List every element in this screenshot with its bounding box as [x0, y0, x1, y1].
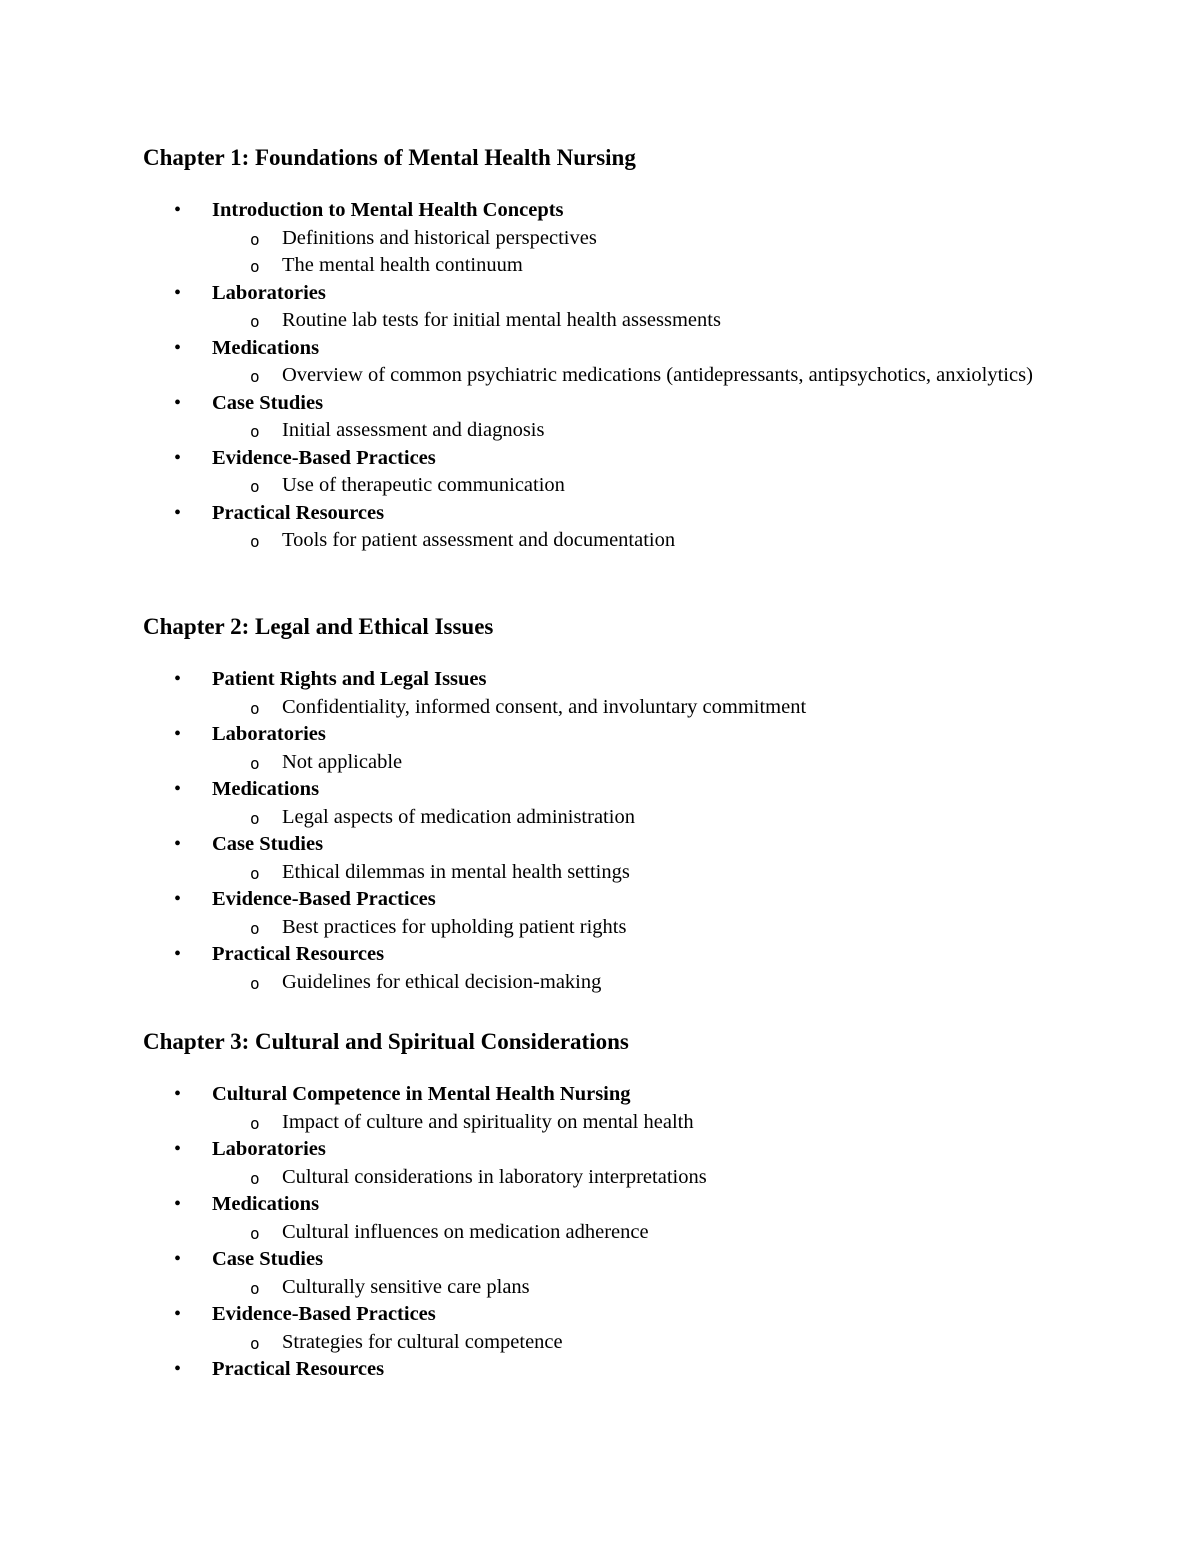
sub-item-text: The mental health continuum: [282, 254, 523, 276]
circle-bullet-icon: o: [250, 477, 260, 496]
sub-list: [212, 1219, 1063, 1247]
bullet-icon: •: [174, 1083, 182, 1105]
bullet-icon: •: [174, 281, 182, 304]
sub-item-text: Not applicable: [282, 750, 403, 773]
topic-label: Practical Resources: [212, 501, 385, 524]
bullet-icon: •: [174, 888, 182, 910]
sub-item-text: Strategies for cultural competence: [282, 1330, 563, 1353]
sub-list: [212, 307, 1063, 335]
sub-list: [212, 362, 1063, 390]
sub-item-text: Culturally sensitive care plans: [282, 1275, 530, 1298]
sub-item-text: Ethical dilemmas in mental health settings: [282, 860, 630, 883]
topic-item: [143, 721, 1063, 776]
topic-item: [143, 335, 1063, 390]
sub-item: [212, 804, 1063, 832]
topic-item: [143, 1246, 1063, 1301]
bullet-icon: •: [174, 391, 182, 414]
circle-bullet-icon: o: [250, 808, 260, 828]
topic-item: [143, 886, 1063, 941]
circle-bullet-icon: o: [250, 1113, 260, 1133]
sub-list: [212, 225, 1063, 280]
chapter-2: [143, 611, 1063, 996]
circle-bullet-icon: o: [250, 1223, 260, 1243]
sub-list: [212, 1164, 1063, 1192]
sub-list: [212, 969, 1063, 997]
sub-list: [212, 749, 1063, 777]
circle-bullet-icon: o: [250, 422, 260, 441]
sub-item: [212, 527, 1063, 555]
topic-label: Cultural Competence in Mental Health Nursing: [212, 1083, 631, 1105]
topic-label: Introduction to Mental Health Concepts: [212, 199, 564, 221]
sub-list: [212, 1329, 1063, 1357]
topic-item: [143, 445, 1063, 500]
sub-item: [212, 694, 1063, 722]
topic-item: [143, 1356, 1063, 1384]
topic-label: Practical Resources: [212, 943, 385, 965]
sub-list: [212, 804, 1063, 832]
sub-item: [212, 859, 1063, 887]
topic-item: [143, 280, 1063, 335]
topic-item: [143, 1191, 1063, 1246]
sub-item-text: Best practices for upholding patient rights: [282, 915, 627, 938]
topic-list: [143, 197, 1063, 555]
circle-bullet-icon: o: [250, 312, 260, 331]
sub-item: [212, 749, 1063, 777]
sub-item-text: Tools for patient assessment and documentation: [282, 529, 676, 551]
circle-bullet-icon: o: [250, 532, 260, 551]
sub-item-text: Impact of culture and spirituality on mental health: [282, 1110, 694, 1133]
circle-bullet-icon: o: [250, 1278, 260, 1298]
topic-label: Laboratories: [212, 281, 326, 304]
sub-list: [212, 914, 1063, 942]
sub-item: [212, 1164, 1063, 1192]
topic-label: Laboratories: [212, 723, 326, 745]
sub-item-text: Cultural considerations in laboratory interpretations: [282, 1165, 707, 1188]
sub-item: [212, 417, 1063, 445]
sub-item-text: Legal aspects of medication administration: [282, 805, 635, 828]
sub-list: [212, 694, 1063, 722]
topic-label: Patient Rights and Legal Issues: [212, 668, 487, 690]
topic-label: Evidence-Based Practices: [212, 888, 436, 910]
topic-label: Case Studies: [212, 1248, 324, 1270]
sub-item-text: Definitions and historical perspectives: [282, 226, 597, 249]
sub-list: [212, 859, 1063, 887]
sub-item: [212, 362, 1063, 390]
chapter-title: Chapter 2: Legal and Ethical Issues: [143, 614, 494, 639]
circle-bullet-icon: o: [250, 863, 260, 883]
sub-list: [212, 1274, 1063, 1302]
sub-item-text: Overview of common psychiatric medications (antidepressants, antipsychotics, anxiolytics): [282, 364, 1033, 386]
topic-label: Case Studies: [212, 833, 324, 855]
chapter-title: Chapter 1: Foundations of Mental Health Nursing: [143, 145, 636, 170]
sub-item: [212, 969, 1063, 997]
chapter-3: [143, 1026, 1063, 1384]
bullet-icon: •: [174, 446, 182, 469]
sub-item-text: Guidelines for ethical decision-making: [282, 970, 602, 993]
bullet-icon: •: [174, 501, 182, 524]
topic-list: [143, 666, 1063, 996]
topic-item: [143, 500, 1063, 555]
sub-list: [212, 527, 1063, 555]
sub-item-text: Confidentiality, informed consent, and involuntary commitment: [282, 695, 807, 718]
bullet-icon: •: [174, 778, 182, 800]
topic-label: Case Studies: [212, 391, 324, 414]
circle-bullet-icon: o: [250, 1168, 260, 1188]
bullet-icon: •: [174, 336, 182, 359]
sub-item: [212, 252, 1063, 280]
sub-item: [212, 225, 1063, 253]
topic-item: [143, 666, 1063, 721]
bullet-icon: •: [174, 668, 182, 690]
circle-bullet-icon: o: [250, 698, 260, 718]
bullet-icon: •: [174, 1358, 182, 1380]
topic-item: [143, 776, 1063, 831]
topic-label: Medications: [212, 1193, 320, 1215]
topic-item: [143, 1136, 1063, 1191]
sub-item-text: Use of therapeutic communication: [282, 474, 565, 496]
topic-label: Medications: [212, 336, 320, 359]
topic-item: [143, 390, 1063, 445]
topic-label: Practical Resources: [212, 1358, 385, 1380]
circle-bullet-icon: o: [250, 1333, 260, 1353]
chapter-1: [143, 142, 1063, 555]
bullet-icon: •: [174, 1138, 182, 1160]
sub-item: [212, 1329, 1063, 1357]
circle-bullet-icon: o: [250, 229, 260, 249]
bullet-icon: •: [174, 1303, 182, 1325]
topic-item: [143, 197, 1063, 280]
topic-item: [143, 1301, 1063, 1356]
sub-list: [212, 417, 1063, 445]
sub-item-text: Cultural influences on medication adherence: [282, 1220, 649, 1243]
circle-bullet-icon: o: [250, 973, 260, 993]
bullet-icon: •: [174, 723, 182, 745]
circle-bullet-icon: o: [250, 257, 260, 276]
topic-label: Evidence-Based Practices: [212, 446, 436, 469]
sub-item: [212, 472, 1063, 500]
chapter-title: Chapter 3: Cultural and Spiritual Considerations: [143, 1029, 629, 1054]
bullet-icon: •: [174, 1193, 182, 1215]
topic-item: [143, 831, 1063, 886]
topic-label: Medications: [212, 778, 320, 800]
circle-bullet-icon: o: [250, 918, 260, 938]
topic-label: Laboratories: [212, 1138, 326, 1160]
sub-item: [212, 914, 1063, 942]
circle-bullet-icon: o: [250, 753, 260, 773]
bullet-icon: •: [174, 833, 182, 855]
bullet-icon: •: [174, 943, 182, 965]
sub-item-text: Initial assessment and diagnosis: [282, 419, 545, 441]
topic-item: [143, 1081, 1063, 1136]
circle-bullet-icon: o: [250, 367, 260, 386]
sub-list: [212, 472, 1063, 500]
sub-item: [212, 307, 1063, 335]
bullet-icon: •: [174, 199, 182, 221]
sub-item: [212, 1274, 1063, 1302]
sub-item: [212, 1109, 1063, 1137]
sub-item-text: Routine lab tests for initial mental health assessments: [282, 309, 721, 331]
sub-list: [212, 1109, 1063, 1137]
topic-label: Evidence-Based Practices: [212, 1303, 436, 1325]
sub-item: [212, 1219, 1063, 1247]
bullet-icon: •: [174, 1248, 182, 1270]
topic-item: [143, 941, 1063, 996]
topic-list: [143, 1081, 1063, 1384]
